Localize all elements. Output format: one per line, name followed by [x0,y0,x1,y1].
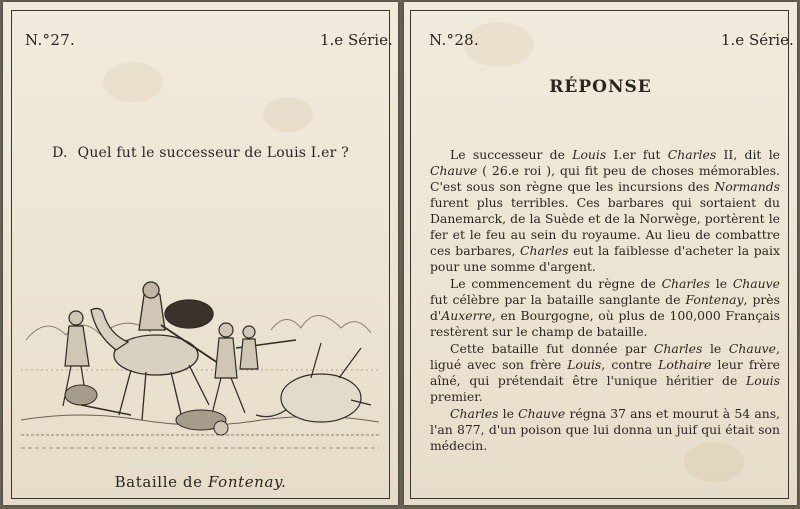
answer-text: le [702,341,729,356]
answer-paragraph [430,341,780,405]
caption-plain: Bataille de [114,473,203,491]
answer-emphasis: Chauve [430,163,478,178]
answer-body [430,147,780,455]
answer-emphasis: Louis [572,147,607,162]
question-text: Quel fut le successeur de Louis I.er ? [77,145,349,161]
series-label: 1.e Série. [320,31,393,49]
answer-text: eut la faiblesse d'acheter la paix pour une somme d'argent. [430,243,780,274]
answer-text: furent plus terribles. Ces barbares qui sortaient du Danemarck, de la Suède et de la Norwège, portèrent le fer et le feu au sein du royaume. Au lieu de combattre ces barbares, [430,195,780,258]
answer-text: , près d' [430,292,780,323]
caption-place: Fontenay. [208,473,287,491]
answer-emphasis: Louis [567,357,602,372]
answer-text: , ligué avec son frère [430,341,780,372]
horse-rider-figure [91,282,221,420]
answer-title: RÉPONSE [549,77,652,97]
answer-emphasis: Chauve [732,276,780,291]
answer-text: régna 37 ans et mourut à 54 ans, l'an 877, d'un poison que lui donna un juif qui était son médecin. [430,406,780,453]
answer-emphasis: Charles [520,243,569,258]
answer-text: ( 26.e roi ), qui fit peu de choses mémorables. C'est sous son règne que les incursions des [430,163,780,194]
question-label: D. [52,145,68,161]
fallen-horse-figure [256,343,371,422]
question [3,145,398,161]
answer-text: leur frère aîné, qui prétendait être l'unique héritier de [430,357,780,388]
answer-text: le [710,276,733,291]
answer-text: Le successeur de [450,147,573,162]
answer-emphasis: Charles [667,147,717,162]
answer-emphasis: Chauve [728,341,777,356]
answer-emphasis: Lothaire [658,357,712,372]
answer-emphasis: Charles [661,276,710,291]
battle-engraving [21,270,379,460]
answer-text: I.er fut [606,147,668,162]
answer-emphasis: Charles [450,406,499,421]
answer-text: II, dit le [716,147,780,162]
answer-text: premier. [430,389,483,404]
answer-emphasis: Chauve [518,406,566,421]
answer-paragraph [430,406,780,454]
answer-text: Cette bataille fut donnée par [450,341,654,356]
series-label: 1.e Série. [721,31,794,49]
answer-paragraph [430,147,780,275]
answer-text: fut célèbre par la bataille sanglante de [430,292,686,307]
answer-emphasis: Fontenay [685,292,744,307]
answer-emphasis: Normands [714,179,780,194]
answer-text: le [498,406,519,421]
answer-emphasis: Charles [653,341,703,356]
answer-emphasis: Auxerre [441,308,492,323]
answer-paragraph [430,276,780,340]
answer-card [404,2,797,505]
fallen-soldiers [65,385,228,435]
card-number: N.°28. [429,31,480,49]
question-card [3,2,398,505]
answer-text: Le commencement du règne de [450,276,662,291]
illustration-caption [3,473,398,491]
answer-emphasis: Louis [746,373,780,388]
answer-text: , en Bourgogne, où plus de 100,000 Français restèrent sur le champ de bataille. [430,308,780,339]
card-number: N.°27. [25,31,76,49]
answer-text: , contre [601,357,659,372]
